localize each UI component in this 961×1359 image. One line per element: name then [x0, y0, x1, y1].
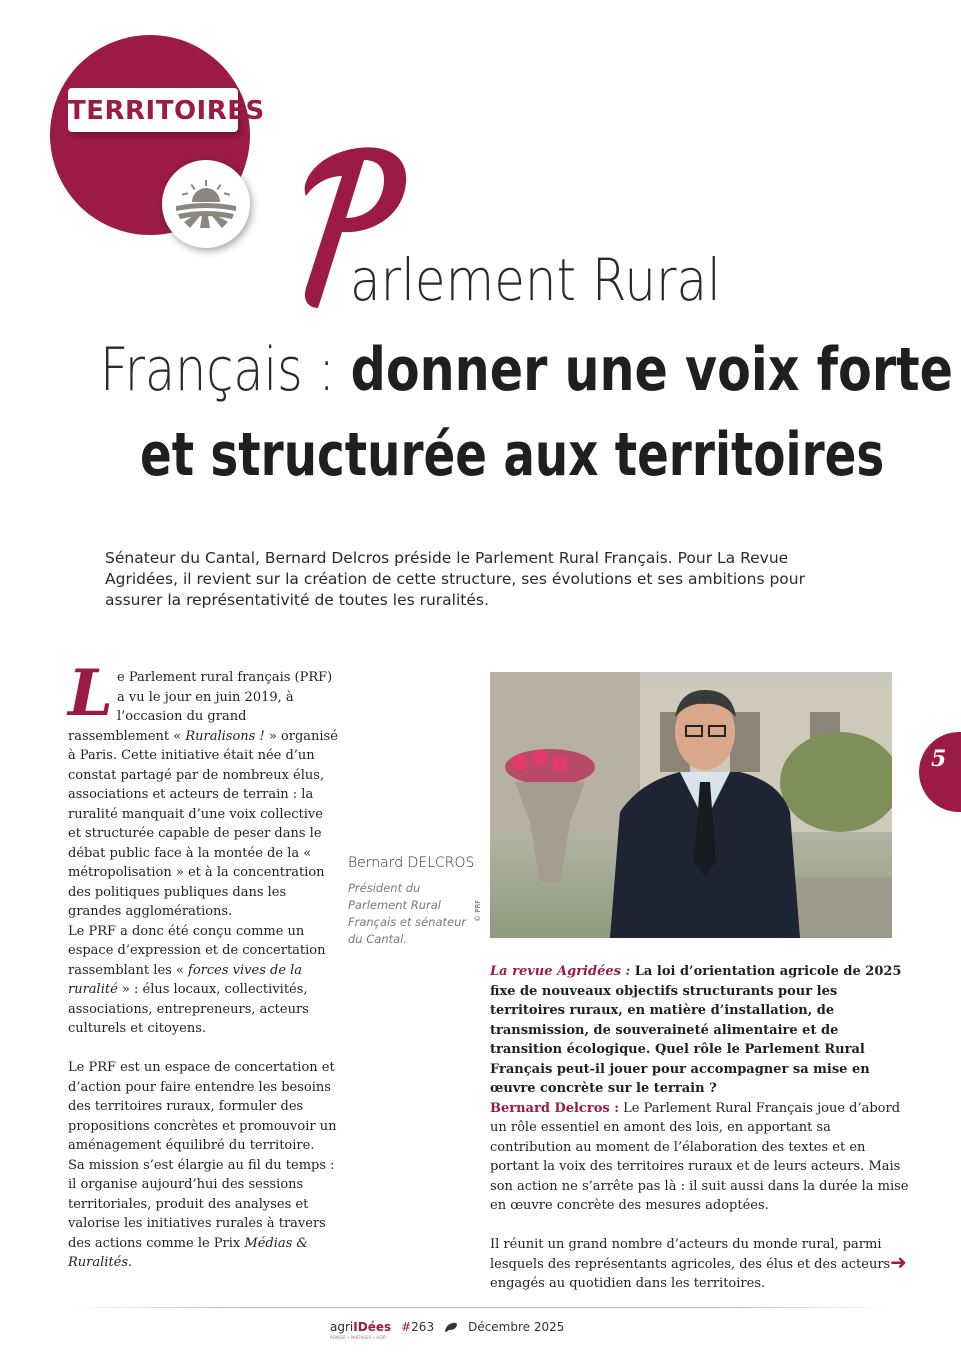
left-p2-text-a: Le PRF a donc été conçu comme un espace d’expression et de concertation rassemblant les «	[68, 923, 326, 978]
left-p4-text-a: Sa mission s’est élargie au fil du temps : il organise aujourd’hui des sessions territoriales, produit des analyses et valorise les initiatives rurales à travers des actions comme le Prix	[68, 1157, 335, 1251]
interview-answer	[490, 1099, 910, 1216]
agridees-logo	[330, 1320, 392, 1340]
section-tag-label: TERRITOIRES	[68, 96, 265, 126]
section-tag	[68, 88, 265, 132]
left-p4-text-b: .	[128, 1255, 133, 1270]
photo-caption-name: Bernard DELCROS	[348, 855, 475, 871]
left-p1-text-b: » organisé à Paris. Cette initiative était née d’un constat partagé par de nombreux élus, associations et acteurs de terrain : la ruralité manquait d’une voix collective et structurée capable de peser dans le débat public face à la montée de la « métropolisation » et à la concentration des politiques publiques dans les grandes agglomérations.	[68, 728, 338, 919]
interview-question	[490, 962, 910, 1099]
page-number: 5	[931, 746, 947, 772]
left-p4-italic: Médias & Ruralités	[68, 1235, 309, 1270]
left-paragraph-4	[68, 1156, 338, 1273]
logo-suffix: ées	[367, 1320, 392, 1334]
left-column	[68, 656, 338, 1273]
sunrise-fields-icon	[174, 180, 238, 230]
paragraph-dropcap: L	[68, 656, 113, 731]
footer-divider	[70, 1307, 890, 1308]
issue-hash: #	[401, 1320, 412, 1334]
leaf-icon	[444, 1321, 458, 1333]
issue-date: Décembre 2025	[468, 1320, 565, 1334]
left-p1-text-a: e Parlement rural français (PRF) a vu le jour en juin 2019, à l’occasion du grand rassemblement «	[68, 670, 333, 744]
title-line-1: arlement Rural	[350, 246, 721, 314]
left-paragraph-2	[68, 922, 338, 1039]
title-line-2-bold: donner une voix forte	[350, 335, 953, 405]
title-line-3: et structurée aux territoires	[140, 420, 885, 490]
question-text: La loi d’orientation agricole de 2025 fixe de nouveaux objectifs structurants pour les territoires ruraux, en matière d’installation, de transmission, de souveraineté alimentaire et de transition écologique. Quel rôle le Parlement Rural Français peut-il jouer pour accompagner sa mise en œuvre concrète sur le terrain ?	[490, 964, 902, 1096]
issue-number-value: 263	[411, 1320, 435, 1334]
question-label: La revue Agridées :	[490, 964, 631, 979]
left-p2-italic: forces vives de la ruralité	[68, 962, 303, 997]
rural-landscape-icon-badge	[162, 160, 250, 248]
portrait-photo	[490, 672, 892, 938]
left-p2-text-b: » : élus locaux, collectivités, associations, entrepreneurs, acteurs culturels et citoyens.	[68, 982, 309, 1036]
answer-label: Bernard Delcros :	[490, 1100, 620, 1116]
footer	[330, 1316, 564, 1338]
left-paragraph-3: Le PRF est un espace de concertation et d’action pour faire entendre les besoins des territoires ruraux, formuler des propositions concrètes et promouvoir un aménagement équilibré du territoire.	[68, 1060, 337, 1153]
portrait-illustration	[490, 672, 892, 938]
continue-arrow-icon[interactable]: ➜	[890, 1250, 907, 1274]
answer-text: Le Parlement Rural Français joue d’abord un rôle essentiel en amont des lois, en apportant sa contribution au moment de l’élaboration des textes et en portant la voix des territoires ruraux et de leurs acteurs. Mais son action ne s’arrête pas là : il suit aussi dans la durée la mise en œuvre concrète des mesures adoptées.	[490, 1100, 909, 1213]
right-column	[490, 962, 910, 1294]
page-number-tab	[919, 732, 961, 812]
logo-prefix: agri	[330, 1320, 354, 1334]
title-line-2	[100, 335, 953, 405]
photo-caption-role: Président du Parlement Rural Français et sénateur du Cantal.	[348, 881, 467, 946]
logo-id: ID	[353, 1320, 368, 1334]
left-p1-italic: Ruralisons !	[185, 728, 265, 744]
title-dropcap-letter: P	[280, 130, 281, 131]
left-paragraph-1	[68, 656, 338, 922]
issue-number	[401, 1320, 434, 1334]
title-line-2-light: Français :	[100, 335, 351, 405]
photo-credit: © PRF	[474, 899, 482, 922]
answer-paragraph-2: Il réunit un grand nombre d’acteurs du monde rural, parmi lesquels des représentants agricoles, des élus et des acteurs engagés au quotidien dans les territoires.	[490, 1237, 891, 1291]
article-lead: Sénateur du Cantal, Bernard Delcros préside le Parlement Rural Français. Pour La Revue Agridées, il revient sur la création de cette structure, ses évolutions et ses ambitions pour assurer la représentativité de toutes les ruralités.	[105, 549, 805, 609]
logo-tagline: PENSER • PARTAGER • AGIR	[330, 1335, 386, 1340]
